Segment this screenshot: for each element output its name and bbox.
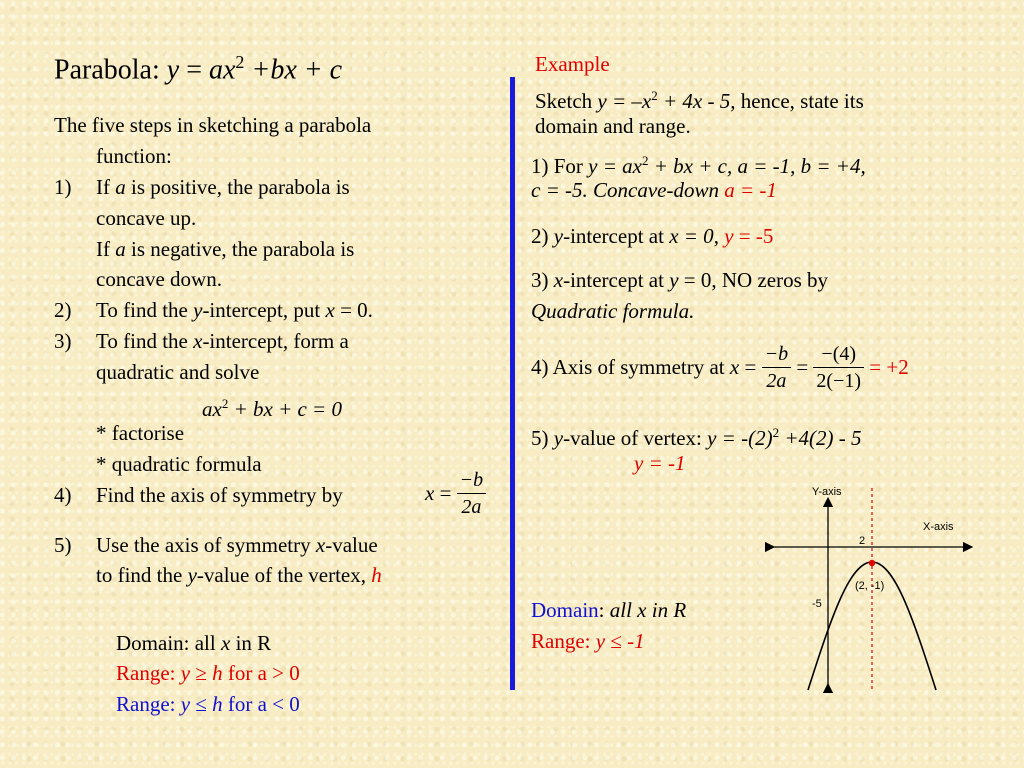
- range-rule-positive: Range: y ≥ h for a > 0: [116, 661, 300, 685]
- solution-step-5: 5) y-value of vertex: $y = -(2)^2 +4(2) - 5$: [531, 425, 862, 450]
- solution-step-3: 3) x-intercept at y = 0, NO zeros by: [531, 268, 828, 292]
- x-axis-label: X-axis: [923, 521, 954, 533]
- solution-step-1-cont: c = -5. Concave-down a = -1: [531, 178, 777, 202]
- step-1-line-2: concave up.: [96, 206, 197, 230]
- parabola-sketch: [760, 480, 980, 700]
- step-3-line-2: quadratic and solve: [96, 360, 260, 384]
- vertex-label: (2, -1): [855, 580, 885, 592]
- step-3-equation: $ax^2$ + bx + c = 0: [202, 396, 342, 421]
- solution-step-4: 4) Axis of symmetry at x = $\frac{-b}{2a}$ = $\frac{-(4)}{2(-1)}$ = +2: [531, 343, 909, 392]
- answer-domain: Domain: all x in R: [531, 598, 687, 622]
- y-tick-label: -5: [812, 598, 822, 610]
- solution-step-1: 1) For $y = ax^2$ + bx + c, a = -1, b = +4,: [531, 153, 866, 178]
- steps-intro-cont: function:: [96, 144, 172, 168]
- step-3-factorise: * factorise: [96, 421, 185, 445]
- step-1-line-3: If a is negative, the parabola is: [96, 237, 355, 261]
- vertex-point: [869, 560, 875, 566]
- steps-intro: The five steps in sketching a parabola: [54, 113, 372, 137]
- answer-range: Range: y ≤ -1: [531, 629, 645, 653]
- solution-step-2: 2) y-intercept at x = 0, y = -5: [531, 224, 774, 248]
- step-3-quadratic-formula: * quadratic formula: [96, 452, 262, 476]
- example-problem-line-2: domain and range.: [535, 114, 691, 138]
- y-axis-label: Y-axis: [812, 486, 842, 498]
- vertex-result: y = -1: [634, 451, 686, 475]
- solution-step-3-cont: Quadratic formula.: [531, 299, 695, 323]
- domain-rule: Domain: all x in R: [116, 631, 272, 655]
- example-heading: Example: [535, 52, 610, 76]
- vertical-divider: [510, 77, 515, 690]
- step-1-line-4: concave down.: [96, 267, 222, 291]
- example-problem-line-1: Sketch $y = -x^2 + 4x - 5$, hence, state its: [535, 88, 864, 113]
- x-tick-label: 2: [859, 535, 866, 547]
- step-4-formula: x = $\frac{-b}{2a}$: [425, 470, 486, 517]
- range-rule-negative: Range: y ≤ h for a < 0: [116, 692, 300, 716]
- step-5-line-2: to find the y-value of the vertex, h: [96, 563, 382, 587]
- page-title: Parabola: $y = ax^2 +bx + c$: [54, 52, 343, 86]
